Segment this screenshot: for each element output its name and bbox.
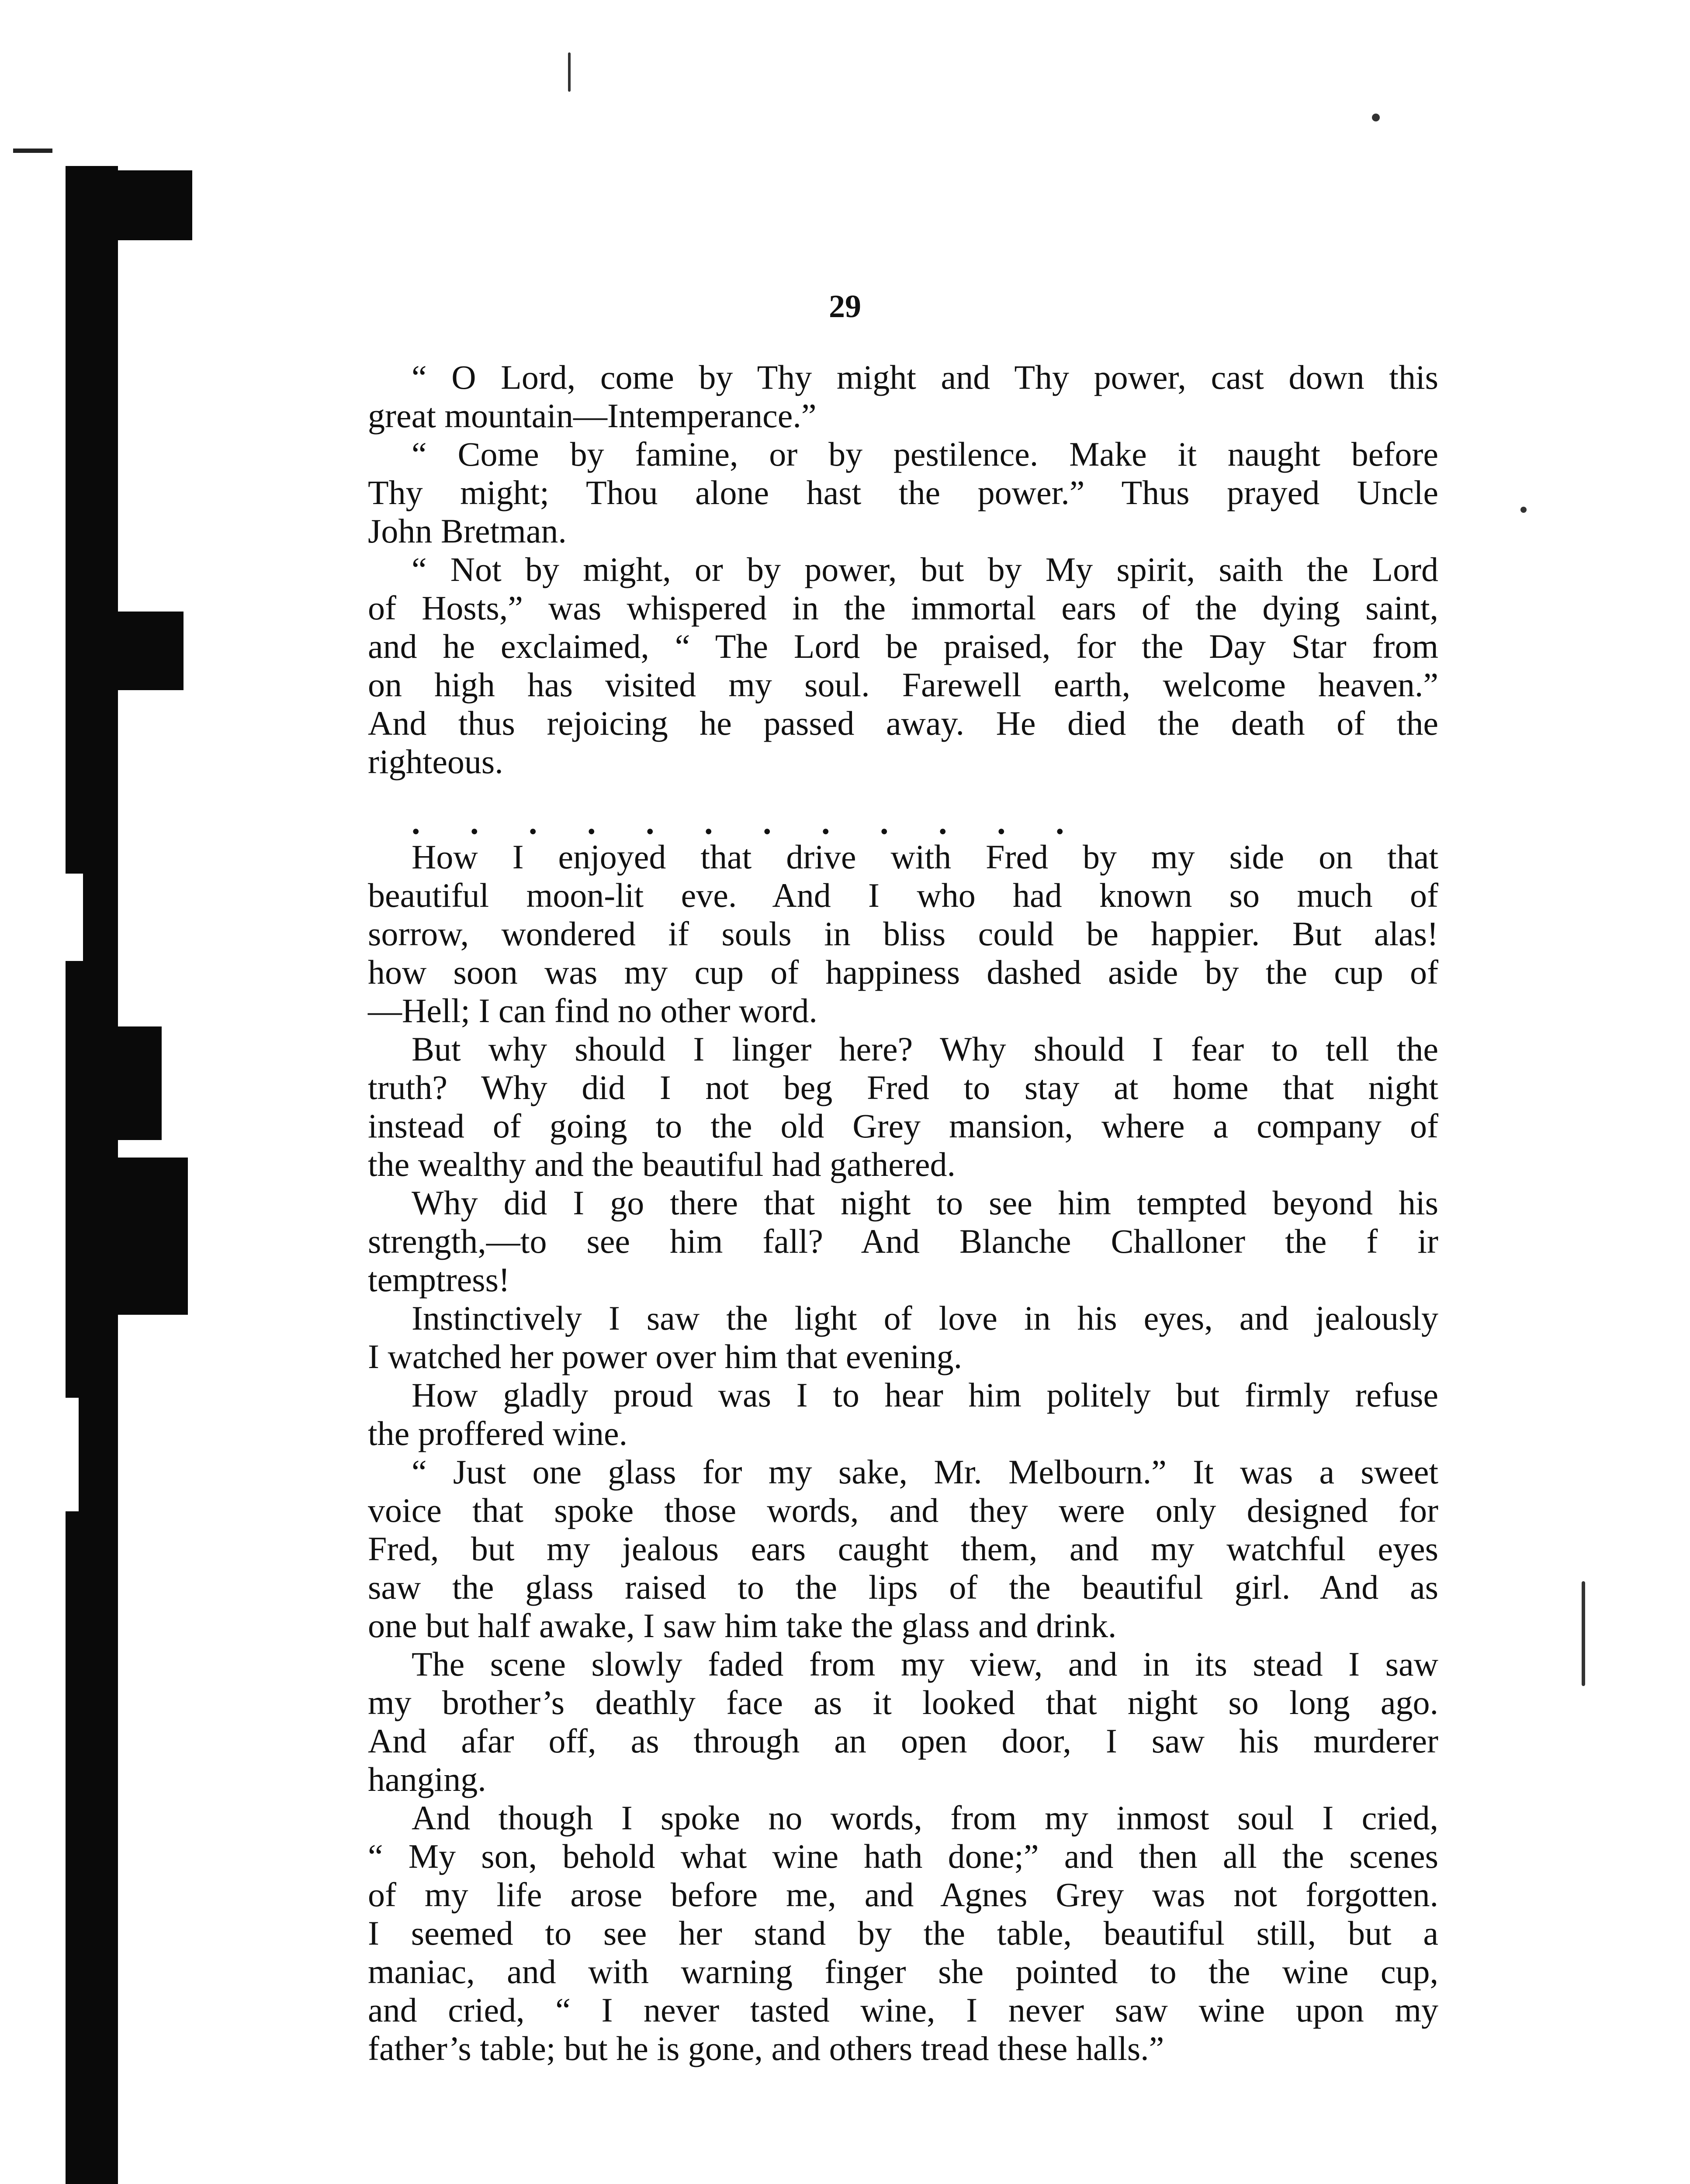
text-line: hanging. bbox=[368, 1760, 486, 1798]
text-line: of my life arose before me, and Agnes Grey was not forgotten. bbox=[368, 1876, 1438, 1914]
scan-speck bbox=[1520, 507, 1527, 513]
binding-tear bbox=[118, 1158, 188, 1315]
text-line: strength,—to see him fall? And Blanche Challoner the f ir bbox=[368, 1222, 1438, 1260]
binding-notch bbox=[66, 874, 83, 961]
scan-speck bbox=[1582, 1581, 1585, 1686]
text-line: John Bretman. bbox=[368, 512, 567, 550]
text-line: temptress! bbox=[368, 1261, 510, 1299]
text-line: “ Just one glass for my sake, Mr. Melbourn.” It was a sweet bbox=[412, 1453, 1438, 1491]
text-line: how soon was my cup of happiness dashed aside by the cup of bbox=[368, 953, 1438, 991]
text-line: truth? Why did I not beg Fred to stay at home that night bbox=[368, 1068, 1438, 1106]
text-line: the proffered wine. bbox=[368, 1414, 628, 1452]
binding-tear bbox=[118, 170, 192, 240]
text-line: on high has visited my soul. Farewell earth, welcome heaven.” bbox=[368, 666, 1438, 704]
text-line: The scene slowly faded from my view, and in its stead I saw bbox=[412, 1645, 1438, 1683]
text-line: How I enjoyed that drive with Fred by my side on that bbox=[412, 838, 1438, 876]
page-number: 29 bbox=[829, 289, 861, 325]
binding-notch bbox=[66, 1398, 79, 1511]
text-line: Thy might; Thou alone hast the power.” Thus prayed Uncle bbox=[368, 473, 1438, 511]
text-line: Fred, but my jealous ears caught them, and my watchful eyes bbox=[368, 1530, 1438, 1568]
text-line: one but half awake, I saw him take the glass and drink. bbox=[368, 1607, 1117, 1645]
text-line: father’s table; but he is gone, and others tread these halls.” bbox=[368, 2029, 1164, 2067]
text-line: And afar off, as through an open door, I saw his murderer bbox=[368, 1722, 1438, 1760]
text-line: voice that spoke those words, and they were only designed for bbox=[368, 1491, 1438, 1529]
text-line: sorrow, wondered if souls in bliss could be happier. But alas! bbox=[368, 915, 1438, 953]
scan-speck bbox=[568, 52, 571, 92]
text-line: “ My son, behold what wine hath done;” and then all the scenes bbox=[368, 1837, 1438, 1875]
body-text bbox=[368, 358, 1438, 2068]
binding-shadow bbox=[66, 166, 118, 2184]
text-line: Instinctively I saw the light of love in his eyes, and jealously bbox=[412, 1299, 1438, 1337]
text-line: “ O Lord, come by Thy might and Thy power, cast down this bbox=[412, 358, 1438, 396]
section-break-dots: . . . . . . . . . . . . bbox=[412, 803, 1064, 841]
text-line: —Hell; I can find no other word. bbox=[368, 992, 817, 1030]
text-line: But why should I linger here? Why should I fear to tell the bbox=[412, 1030, 1438, 1068]
text-line: my brother’s deathly face as it looked that night so long ago. bbox=[368, 1683, 1438, 1721]
binding-tear bbox=[118, 1026, 162, 1140]
text-line: “ Not by might, or by power, but by My spirit, saith the Lord bbox=[412, 550, 1438, 588]
text-line: great mountain—Intemperance.” bbox=[368, 397, 817, 435]
text-line: And though I spoke no words, from my inmost soul I cried, bbox=[412, 1799, 1438, 1837]
text-line: I watched her power over him that evening. bbox=[368, 1337, 963, 1375]
text-line: maniac, and with warning finger she pointed to the wine cup, bbox=[368, 1952, 1438, 1990]
text-line: “ Come by famine, or by pestilence. Make it naught before bbox=[412, 435, 1438, 473]
text-line: righteous. bbox=[368, 743, 503, 781]
binding-tear bbox=[118, 612, 184, 690]
text-line: and cried, “ I never tasted wine, I never saw wine upon my bbox=[368, 1991, 1438, 2029]
scan-speck bbox=[1372, 114, 1380, 121]
text-line: I seemed to see her stand by the table, beautiful still, but a bbox=[368, 1914, 1438, 1952]
text-line: of Hosts,” was whispered in the immortal ears of the dying saint, bbox=[368, 589, 1438, 627]
text-line: And thus rejoicing he passed away. He died the death of the bbox=[368, 704, 1438, 742]
text-line: How gladly proud was I to hear him politely but firmly refuse bbox=[412, 1376, 1438, 1414]
text-line: beautiful moon-lit eve. And I who had known so much of bbox=[368, 876, 1438, 914]
text-line: and he exclaimed, “ The Lord be praised, for the Day Star from bbox=[368, 627, 1438, 665]
scan-edge-mark bbox=[13, 149, 52, 153]
text-line: instead of going to the old Grey mansion, where a company of bbox=[368, 1107, 1438, 1145]
text-line: Why did I go there that night to see him tempted beyond his bbox=[412, 1184, 1438, 1222]
text-line: the wealthy and the beautiful had gathered. bbox=[368, 1145, 956, 1183]
text-line: saw the glass raised to the lips of the beautiful girl. And as bbox=[368, 1568, 1438, 1606]
